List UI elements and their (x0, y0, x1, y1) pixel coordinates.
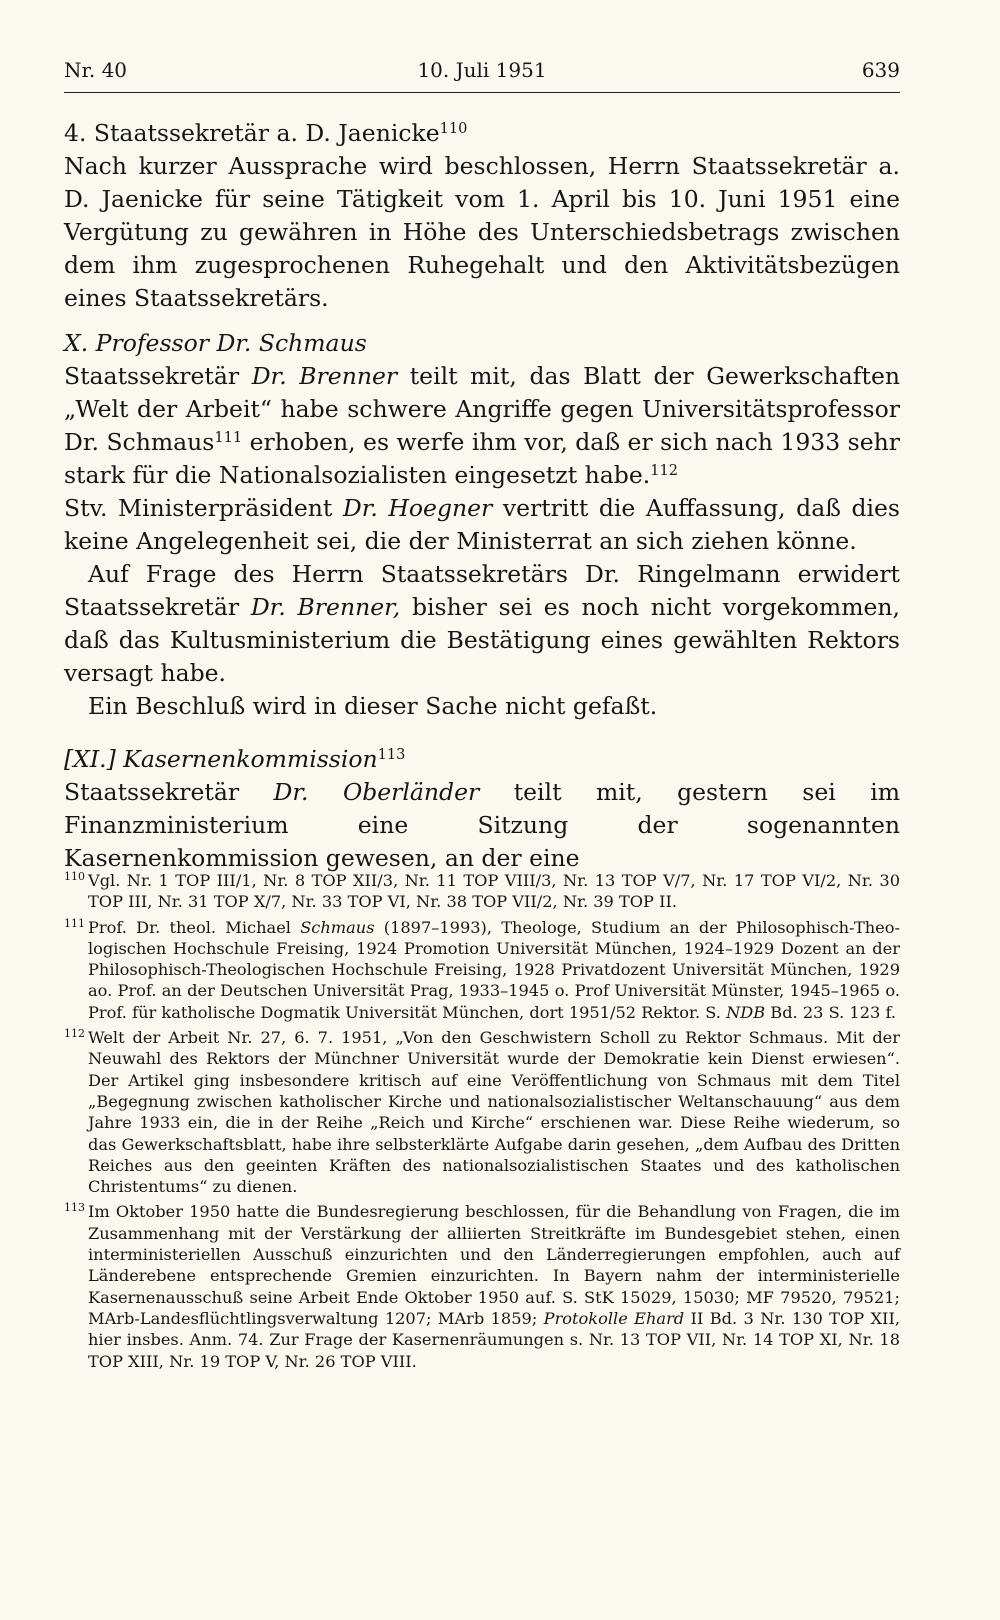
paragraph-brenner (64, 360, 900, 492)
footnote-110 (64, 870, 900, 913)
text: teilt mit, das Blatt der Gewerkschaften „Welt der Arbeit“ habe schwere Angriffe gegen Universitätsprofessor Dr. Schmaus (64, 362, 900, 456)
text: teilt mit, gestern sei im Finanzministerium eine Sitzung der sogenannten Kasernenkommission gewesen, an der eine (64, 778, 900, 872)
section-x-heading (64, 327, 900, 360)
text: Stv. Ministerpräsident (64, 494, 343, 522)
footnote-text: Bd. 23 S. 123 f. (765, 1002, 896, 1022)
footnote-text: (1897–1993), Theologe, Studium an der Philosophisch-Theologischen Hochschule Freising, 1924 Promotion Universität München, 1924–1929 Dozent an der Philosophisch-Theologischen Hochschule Freising, 1928 Privatdozent Universität München, 1929 ao. Prof. an der Deutschen Universität Prag, 1933–1945 o. Prof Universität Münster, 1945–1965 o. Prof. für katholische Dogmatik Universität München, dort 1951/52 Rektor. S. (88, 917, 900, 1022)
footnote-ref: 112 (650, 462, 679, 479)
item-4-title: 4. Staatssekretär a. D. Jaenicke (64, 119, 440, 147)
footnote-number: 111 (64, 916, 85, 930)
header-date: 10. Juli 1951 (417, 58, 547, 82)
footnote-ref: 110 (439, 120, 468, 137)
text: bisher sei es noch nicht vorgekommen, daß das Kultusministerium die Bestätigung eines gewählten Rektors versagt habe. (64, 593, 900, 687)
header-document-number: Nr. 40 (64, 58, 128, 82)
item-4-paragraph: Nach kurzer Aussprache wird beschlossen, Herrn Staatssekretär a. D. Jaenicke für seine Tätigkeit vom 1. April bis 10. Juni 1951 eine Vergütung zu gewähren in Höhe des Unterschiedsbetrags zwischen dem ihm zugesprochenen Ruhegehalt und den Aktivitätsbezügen eines Staatssekretärs. (64, 152, 900, 312)
footnote-text: Im Oktober 1950 hatte die Bundesregierung beschlossen, für die Behandlung von Fragen, die im Zusammenhang mit der Verstärkung der alliierten Streitkräfte im Bundesgebiet stehen, einen interministeriellen Ausschuß einzurichten und den Länderregierungen empfohlen, auch auf Länderebene entsprechende Gremien einzurichten. In Bayern nahm der interministerielle Kasernenausschuß seine Arbeit Ende Oktober 1950 auf. S. StK 15029, 15030; MF 79520, 79521; MArb-Landesflüchtlingsverwaltung 1207; MArb 1859; (88, 1202, 900, 1328)
footnote-text: II Bd. 3 Nr. 130 TOP XII, hier insbes. Anm. 74. Zur Frage der Kasernenräumungen s. Nr. 13 TOP VII, Nr. 14 TOP XI, Nr. 18 TOP XIII, Nr. 19 TOP V, Nr. 26 TOP VIII. (88, 1308, 900, 1371)
person-name: Schmaus (300, 917, 375, 937)
footnotes (64, 870, 900, 1376)
speaker-name: Dr. Oberländer (273, 778, 480, 806)
paragraph-hoegner (64, 492, 900, 558)
page (64, 58, 900, 875)
header-rule (64, 92, 900, 93)
footnote-text: Vgl. Nr. 1 TOP III/1, Nr. 8 TOP XII/3, Nr. 11 TOP VIII/3, Nr. 13 TOP V/7, Nr. 17 TOP VI/2, Nr. 30 TOP III, Nr. 31 TOP X/7, Nr. 33 TOP VI, Nr. 38 TOP VII/2, Nr. 39 TOP II. (88, 871, 900, 912)
footnote-number: 112 (64, 1027, 85, 1041)
main-text (64, 117, 900, 875)
footnote-ref: 113 (377, 746, 406, 763)
footnote-ref: 111 (214, 429, 243, 446)
paragraph-ringelmann (64, 558, 900, 690)
footnote-text: Prof. Dr. theol. Michael (88, 917, 301, 937)
speaker-name: Dr. Brenner, (250, 593, 401, 621)
header-page-number: 639 (861, 58, 900, 82)
section-xi-title: [XI.] Kasernenkommission (64, 745, 378, 773)
text: Staatssekretär (64, 778, 274, 806)
text: Staatssekretär (64, 362, 252, 390)
speaker-name: Dr. Hoegner (342, 494, 493, 522)
footnote-111 (64, 917, 900, 1023)
section-x-title: X. Professor Dr. Schmaus (64, 329, 367, 357)
footnote-113 (64, 1201, 900, 1371)
footnote-number: 110 (64, 870, 85, 883)
text: Auf Frage des Herrn Staatssekretärs Dr. Ringelmann erwidert Staatssekretär (64, 560, 900, 621)
text: vertritt die Auffassung, daß dies keine Angelegenheit sei, die der Ministerrat an sich ziehen könne. (64, 494, 900, 555)
running-header (64, 58, 900, 82)
footnote-112 (64, 1027, 900, 1197)
source-title: Protokolle Ehard (543, 1308, 685, 1328)
paragraph-oberlaender (64, 776, 900, 875)
paragraph-decision: Ein Beschluß wird in dieser Sache nicht gefaßt. (88, 692, 658, 720)
source-title: NDB (726, 1002, 766, 1022)
text: erhoben, es werfe ihm vor, daß er sich nach 1933 sehr stark für die Nationalsozialisten eingesetzt habe. (64, 428, 900, 489)
footnote-text: Welt der Arbeit Nr. 27, 6. 7. 1951, „Von den Geschwistern Scholl zu Rektor Schmaus. Mit der Neuwahl des Rektors der Münchner Universität wurde der Demokratie kein Dienst erwiesen“. Der Artikel ging insbesondere kritisch auf eine Veröffentlichung von Schmaus mit dem Titel „Begegnung zwischen katholischer Kirche und nationalsozialistischer Weltanschauung“ aus dem Jahre 1933 ein, die in der Reihe „Reich und Kirche“ erschienen war. Diese Reihe wiederum, so das Gewerkschaftsblatt, habe ihre selbsterklärte Aufgabe darin gesehen, „dem Aufbau des Dritten Reiches aus den geeinten Kräften des nationalsozialistischen Staates und des katholischen Christentums“ zu dienen. (88, 1028, 900, 1197)
footnote-number: 113 (64, 1201, 85, 1215)
speaker-name: Dr. Brenner (251, 362, 398, 390)
section-xi-heading (64, 743, 900, 776)
item-4-heading (64, 117, 900, 150)
